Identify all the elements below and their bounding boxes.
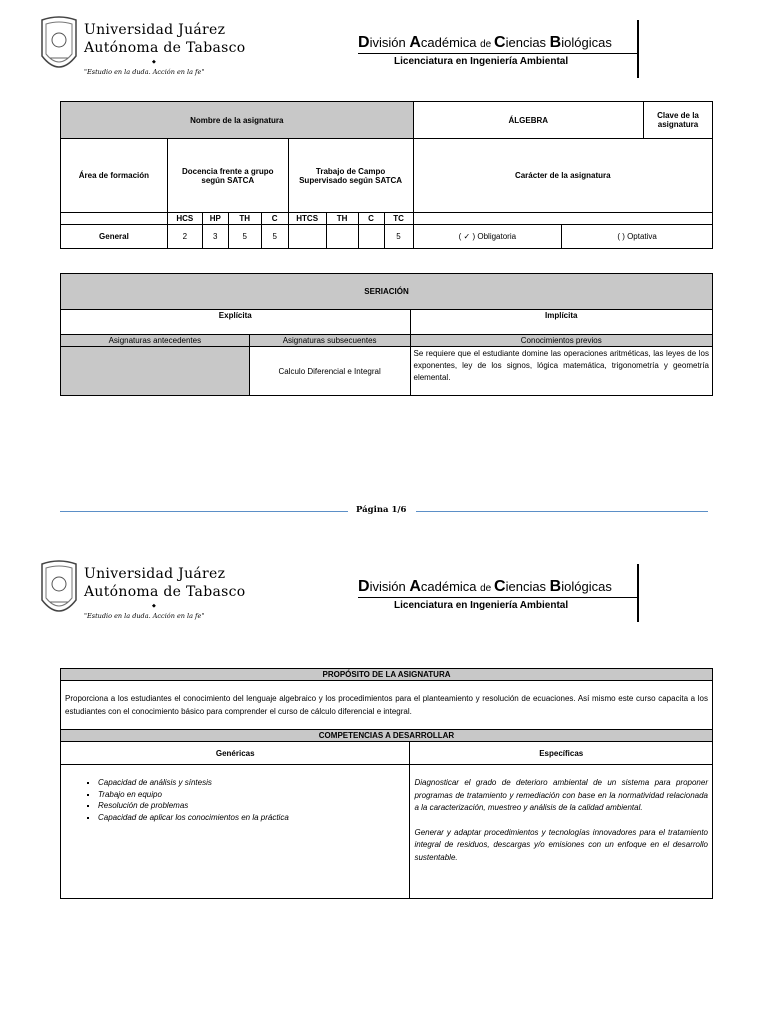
col-header: HP [202, 213, 228, 225]
hour-value: 5 [384, 225, 413, 249]
program-name: Licenciatura en Ingeniería Ambiental [394, 600, 569, 611]
especificas-cell [410, 765, 713, 899]
proposito-title: PROPÓSITO DE LA ASIGNATURA [61, 669, 713, 681]
header-vertical-rule [637, 20, 639, 78]
caracter-label: Carácter de la asignatura [413, 139, 712, 213]
list-item: ▪ Trabajo en equipo [98, 789, 406, 801]
subject-key-label: Clave de la asignatura [643, 102, 712, 139]
university-motto: "Estudio en la duda. Acción en la fe" [84, 68, 205, 76]
proposito-competencias-table [60, 668, 713, 899]
genericas-list [64, 777, 406, 823]
list-item: ▪ Resolución de problemas [98, 800, 406, 812]
subsecuentes-value: Calculo Diferencial e Integral [249, 347, 410, 396]
col-header: HTCS [288, 213, 326, 225]
seriacion-title: SERIACIÓN [61, 274, 713, 310]
ujat-crest-icon [38, 560, 80, 622]
university-name-line2: Autónoma de Tabasco [84, 40, 246, 56]
hour-value [358, 225, 384, 249]
genericas-list-cell [61, 765, 410, 899]
separator-dot: ◆ [152, 59, 156, 65]
col-header: TH [326, 213, 358, 225]
hour-value: 5 [261, 225, 288, 249]
division-title: División Académica de Ciencias Biológicas [358, 578, 612, 595]
separator-dot: ◆ [152, 603, 156, 609]
explicita-label: Explícita [61, 310, 411, 335]
page-number: Página 1/6 [356, 505, 407, 515]
especifica-paragraph: Diagnosticar el grado de deterioro ambiental de un sistema para proponer programas de tratamiento y remediación con base en la normatividad relacionada a la caracterización, muestreo y análisis de la calidad ambiental. [414, 778, 708, 812]
area-label: Área de formación [61, 139, 168, 213]
subject-info-table [60, 101, 713, 249]
col-header: TC [384, 213, 413, 225]
conocimientos-label: Conocimientos previos [410, 335, 713, 347]
header-rule [358, 597, 638, 598]
col-header: C [358, 213, 384, 225]
antecedentes-label: Asignaturas antecedentes [61, 335, 250, 347]
program-name: Licenciatura en Ingeniería Ambiental [394, 56, 569, 67]
competencias-title: COMPETENCIAS A DESARROLLAR [61, 730, 713, 742]
docencia-label: Docencia frente a grupo según SATCA [167, 139, 288, 213]
ujat-crest-icon [38, 16, 80, 78]
seriacion-table [60, 273, 713, 396]
subject-name-value: ÁLGEBRA [413, 102, 643, 139]
proposito-text: Proporciona a los estudiantes el conocimiento del lenguaje algebraico y los procedimientos para el planteamiento y resolución de ecuaciones. Así mismo este curso capacita a los estudiantes con el conocimiento básico para comprender el curso de cálculo diferencial e integral. [61, 681, 713, 730]
division-title: División Académica de Ciencias Biológicas [358, 34, 612, 51]
area-value: General [61, 225, 168, 249]
implicita-label: Implícita [410, 310, 713, 335]
antecedentes-value [61, 347, 250, 396]
hour-value: 3 [202, 225, 228, 249]
obligatoria-option: ( ✓ ) Obligatoria [413, 225, 562, 249]
col-header: HCS [167, 213, 202, 225]
list-item: ▪ Capacidad de aplicar los conocimientos en la práctica [98, 812, 406, 824]
col-header: C [261, 213, 288, 225]
list-item: ▪ Capacidad de análisis y síntesis [98, 777, 406, 789]
hour-value: 2 [167, 225, 202, 249]
hour-value [288, 225, 326, 249]
hour-value: 5 [228, 225, 261, 249]
footer-rule-right [416, 511, 708, 512]
especifica-paragraph: Generar y adaptar procedimientos y tecnologías innovadores para el tratamiento integral de residuos, descargas y/o emisiones con un enfoque en el desarrollo sustentable. [414, 827, 708, 862]
subsecuentes-label: Asignaturas subsecuentes [249, 335, 410, 347]
university-name-line1: Universidad Juárez [84, 22, 226, 38]
genericas-label: Genéricas [61, 742, 410, 765]
conocimientos-value: Se requiere que el estudiante domine las operaciones aritméticas, las leyes de los exponentes, ley de los signos, lógica matemática, trigonometría y geometría elemental. [410, 347, 713, 396]
especificas-label: Específicas [410, 742, 713, 765]
header-vertical-rule [637, 564, 639, 622]
university-name-line1: Universidad Juárez [84, 566, 226, 582]
header-rule [358, 53, 638, 54]
hour-value [326, 225, 358, 249]
university-motto: "Estudio en la duda. Acción en la fe" [84, 612, 205, 620]
university-name-line2: Autónoma de Tabasco [84, 584, 246, 600]
trabajo-campo-label: Trabajo de Campo Supervisado según SATCA [288, 139, 413, 213]
subject-name-label: Nombre de la asignatura [61, 102, 414, 139]
footer-rule-left [60, 511, 348, 512]
col-header: TH [228, 213, 261, 225]
optativa-option: ( ) Optativa [562, 225, 713, 249]
